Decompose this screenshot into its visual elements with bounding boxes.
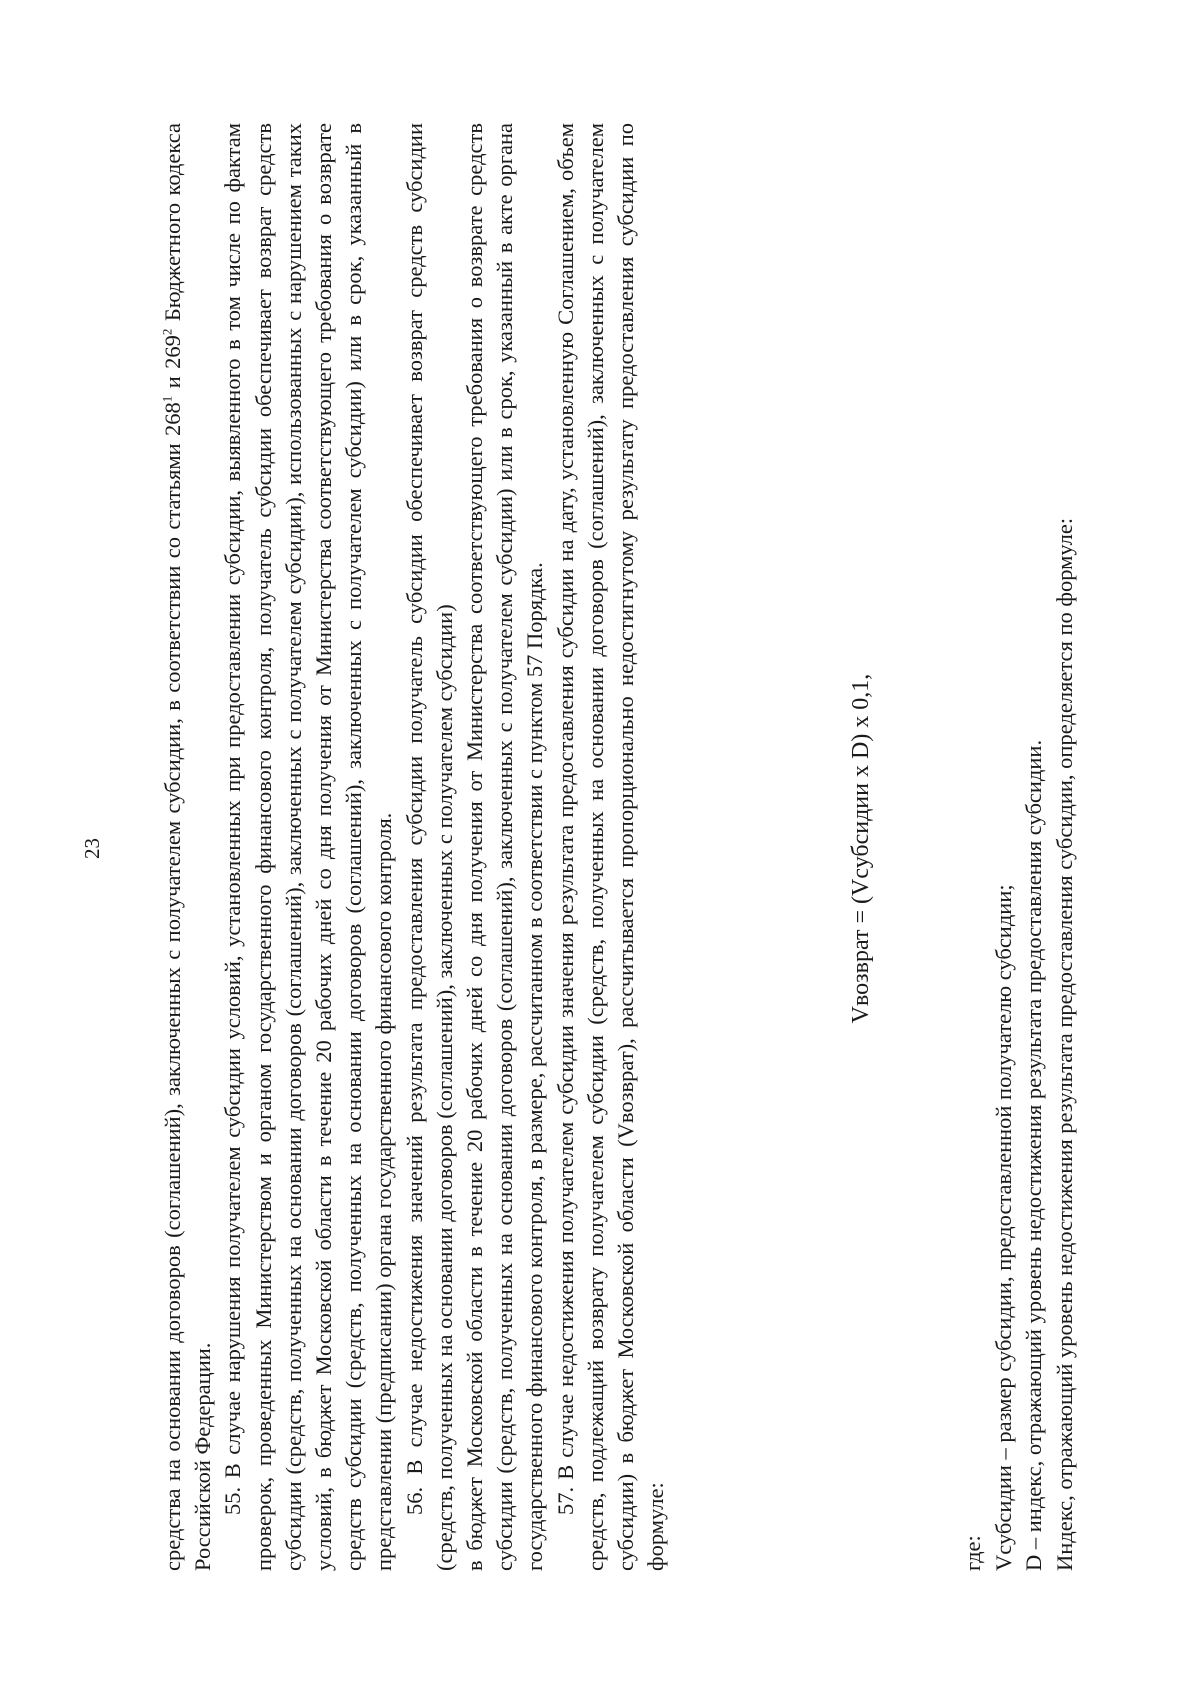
superscript: 1 — [159, 395, 175, 403]
paragraph-continuation — [158, 123, 218, 1571]
definitions-intro: где: — [960, 1535, 985, 1571]
paragraph-text: средства на основании договоров (соглашений), заключенных с получателем субсидии, в соответствии со статьями 268 — [160, 402, 185, 1571]
paragraph-55: 55. В случае нарушения получателем субсидии условий, установленных при предоставлении субсидии, выявленного в том числе по фактам проверок, проведенных Министерством и органом государственного финансового контроля, получатель субсидии обеспечивает возврат средств субсидии (средств, полученных на основании договоров (соглашений), заключенных с получателем субсидии), использованных с нарушением таких условий, в бюджет Московской области в течение 20 рабочих дней со дня получения от Министерства соответствующего требования о возврате средств субсидии (средств, полученных на основании договоров (соглашений), заключенных с получателем субсидии) или в срок, указанный в представлении (предписании) органа государственного финансового контроля. — [220, 123, 397, 1571]
definition-item: D – индекс, отражающий уровень недостижения результата предоставления субсидии. — [1021, 739, 1046, 1571]
definition-item: Vсубсидии – размер субсидии, предоставленной получателю субсидии; — [990, 884, 1016, 1571]
paragraph-56: 56. В случае недостижения значений результата предоставления субсидии получатель субсидии обеспечивает возврат средств субсидии (средств, полученных на основании договоров (соглашений), заключенных с получателем субсидии) — [401, 123, 457, 1571]
document-body — [158, 123, 671, 1571]
paragraph-57: 57. В случае недостижения получателем субсидии значения результата предоставления субсидии на дату, установленную Соглашением, объем средств, подлежащий возврату получателем субсидии (средств, полученных на основании договоров (соглашений), заключенных с получателем субсидии) в бюджет Московской области (Vвозврат), рассчитывается пропорционально недостигнутому результату предоставления субсидии по формуле: — [552, 123, 669, 1571]
paragraph-56-continued: в бюджет Московской области в течение 20 рабочих дней со дня получения от Министерства соответствующего требования о возврате средств субсидии (средств, полученных на основании договоров (соглашений), заключенных с получателем субсидии) или в срок, указанный в акте органа государственного финансового контроля, в размере, рассчитанном в соответствии с пунктом 57 Порядка. — [462, 123, 548, 1571]
return-formula: Vвозврат = (Vсубсидии x D) x 0,1, — [848, 673, 874, 1024]
definitions — [958, 123, 1080, 1571]
paragraph-text: и 269 — [160, 335, 185, 396]
definition-item: Индекс, отражающий уровень недостижения результата предоставления субсидии, определяется по формуле: — [1051, 517, 1077, 1571]
paragraph-text: Бюджетного кодекса Российской Федерации. — [160, 123, 216, 1571]
superscript: 2 — [159, 328, 175, 336]
page-number: 23 — [80, 838, 104, 859]
